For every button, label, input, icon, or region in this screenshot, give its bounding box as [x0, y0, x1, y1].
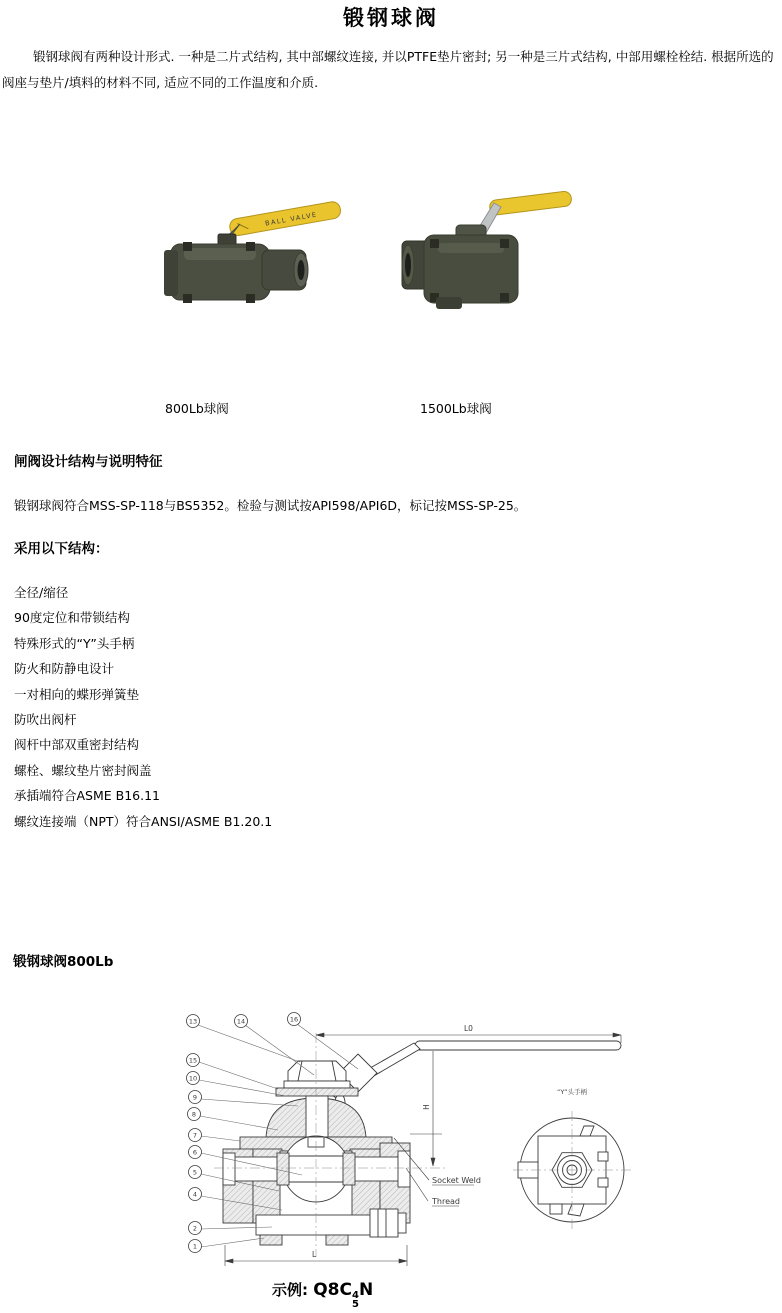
callout-2: 2 [192, 1224, 198, 1233]
port-bore [298, 260, 305, 280]
bolt [183, 242, 192, 251]
photo-800lb-valve [150, 186, 346, 312]
model-heading: 锻钢球阀800Lb [13, 954, 114, 970]
callout-5: 5 [192, 1168, 198, 1177]
example-code-value [313, 1280, 374, 1310]
handle-top-view [513, 1111, 631, 1229]
dim-l-label: L [312, 1250, 317, 1259]
caption-1500lb: 1500Lb球阀 [420, 401, 492, 416]
example-code-sup: 4 [352, 1290, 359, 1301]
callout-13: 13 [188, 1017, 198, 1026]
feature-item: 90度定位和带锁结构 [14, 610, 130, 626]
valve-cross-section-diagram [180, 1005, 650, 1273]
example-label: 示例: [272, 1281, 308, 1299]
callout-16: 16 [289, 1015, 299, 1024]
port-bore [405, 253, 411, 277]
bottom-lug [436, 297, 462, 309]
callout-10: 10 [188, 1074, 198, 1083]
structure-heading: 采用以下结构： [14, 541, 109, 557]
callout-9: 9 [192, 1093, 198, 1102]
example-code [272, 1279, 373, 1309]
photo-1500lb-valve [400, 183, 585, 318]
callout-15: 15 [188, 1056, 198, 1065]
caption-800lb: 800Lb球阀 [165, 401, 229, 416]
callout-6: 6 [192, 1148, 198, 1157]
feature-item: 全径/缩径 [14, 585, 69, 600]
body-facet [184, 248, 256, 260]
callout-7: 7 [192, 1131, 198, 1140]
feature-list [14, 580, 272, 834]
standards-text: 锻钢球阀符合MSS-SP-118与BS5352。检验与测试按API598/API6D，标记按MSS-SP-25。 [14, 498, 527, 513]
feature-item: 一对相向的蝶形弹簧垫 [14, 686, 140, 702]
top-view-label: “Y”头手柄 [556, 1088, 588, 1096]
callout-4: 4 [192, 1190, 198, 1199]
example-code-sub: 5 [352, 1299, 359, 1310]
dim-h-label: H [422, 1104, 431, 1110]
bolt [500, 293, 509, 302]
body-facet [438, 243, 504, 253]
dim-l0-label: L0 [464, 1024, 473, 1033]
callout-1: 1 [192, 1242, 198, 1251]
feature-item: 螺栓、螺纹垫片密封阀盖 [14, 762, 152, 778]
callout-14: 14 [236, 1017, 246, 1026]
valve-handle [229, 201, 342, 237]
feature-item: 防吹出阀杆 [14, 712, 77, 728]
feature-item: 承插端符合ASME B16.11 [14, 788, 161, 804]
handle-text: BALL VALVE [264, 210, 319, 228]
feature-item: 螺纹连接端（NPT）符合ANSI/ASME B1.20.1 [14, 813, 273, 829]
thread-label: Thread [432, 1197, 460, 1206]
callout-8: 8 [191, 1110, 197, 1119]
valve-handle [489, 191, 572, 216]
bolt [500, 239, 509, 248]
example-code-main: Q8C [313, 1280, 352, 1300]
left-flange [164, 250, 178, 296]
socket-weld-label: Socket Weld [432, 1176, 481, 1185]
bolt [183, 294, 192, 303]
page-title: 锻钢球阀 [343, 5, 439, 30]
example-code-suffix: N [358, 1280, 374, 1300]
bolt [246, 242, 255, 251]
feature-item: 特殊形式的“Y”头手柄 [14, 635, 135, 651]
feature-item: 阀杆中部双重密封结构 [14, 737, 140, 753]
design-heading: 闸阀设计结构与说明特征 [14, 454, 163, 470]
intro-paragraph: 锻钢球阀有两种设计形式. 一种是二片式结构, 其中部螺纹连接, 并以PTFE垫片密封; 另一种是三片式结构, 中部用螺栓栓结. 根据所选的阀座与垫片/填料的材料不同, 适应不同的工作温度和介质. [2, 49, 774, 90]
feature-item: 防火和防静电设计 [14, 661, 115, 677]
bolt [430, 239, 439, 248]
bolt [246, 294, 255, 303]
